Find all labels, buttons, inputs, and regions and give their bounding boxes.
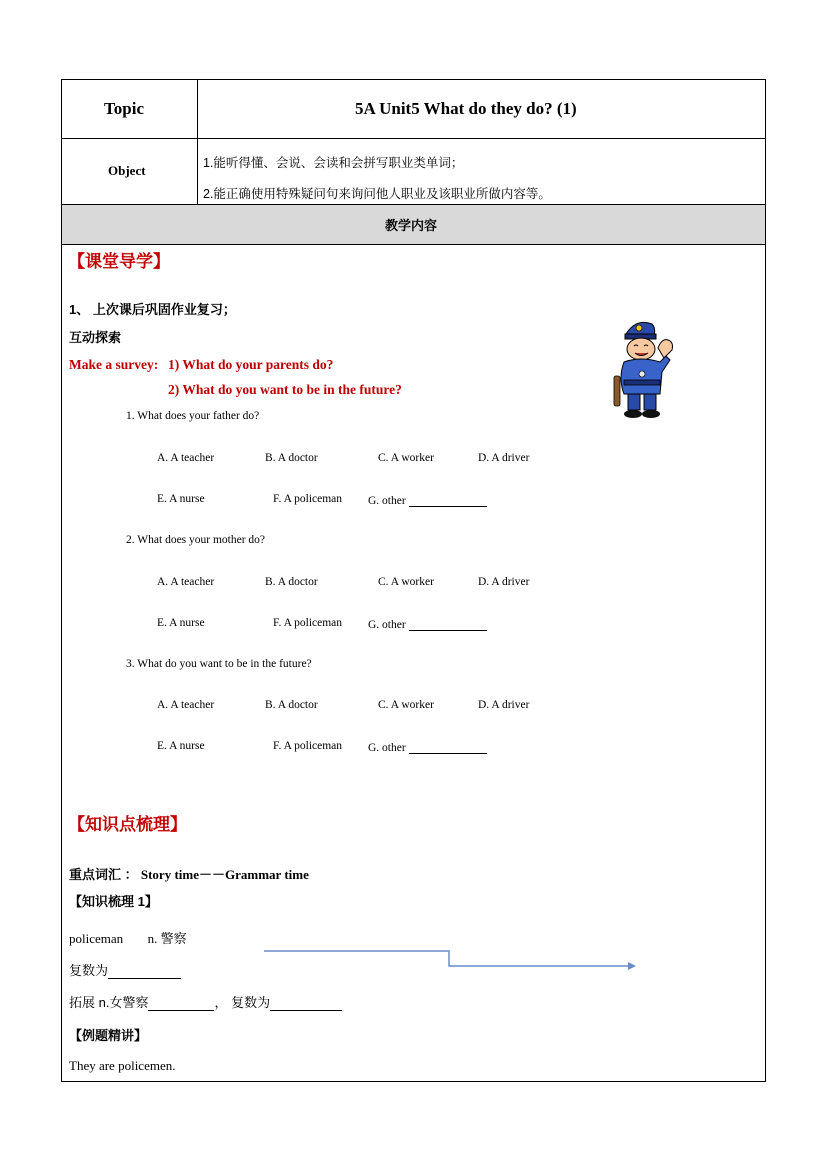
- expand-plural-blank[interactable]: [270, 995, 342, 1011]
- objective-1: 1.能听得懂、会说、会读和会拼写职业类单词；: [203, 156, 464, 170]
- option-c: C. A worker: [378, 452, 434, 464]
- option-b: B. A doctor: [265, 576, 318, 588]
- option-b: B. A doctor: [265, 699, 318, 711]
- vocab-word: policeman: [69, 931, 124, 946]
- knowledge-point-1: 【知识梳理 1】: [69, 894, 158, 909]
- object-label: Object: [108, 163, 146, 178]
- table-divider: [61, 138, 766, 139]
- survey-question-1: 1) What do your parents do?: [168, 357, 334, 372]
- answer-blank[interactable]: [409, 493, 487, 507]
- example-title: 【例题精讲】: [69, 1028, 148, 1043]
- option-e: E. A nurse: [157, 740, 205, 752]
- option-g: G. other: [368, 740, 487, 754]
- plural-blank[interactable]: [108, 963, 181, 979]
- vocab-word-line: [69, 928, 187, 947]
- topic-value: 5A Unit5 What do they do? (1): [355, 99, 577, 118]
- answer-blank[interactable]: [409, 617, 487, 631]
- survey-question-text: 3. What do you want to be in the future?: [126, 658, 312, 670]
- knowledge-title: 【知识点梳理】: [68, 815, 187, 834]
- plural-line: 复数为: [69, 960, 181, 979]
- option-a: A. A teacher: [157, 576, 215, 588]
- answer-blank[interactable]: [409, 740, 487, 754]
- explore-label: 互动探索: [69, 330, 122, 345]
- vocab-line: 重点词汇 ： Story time－－Grammar time: [69, 867, 309, 882]
- option-b: B. A doctor: [265, 452, 318, 464]
- policeman-waving-icon: [608, 316, 682, 420]
- survey-question-2: 2) What do you want to be in the future?: [168, 382, 402, 397]
- option-d: D. A driver: [478, 699, 530, 711]
- objective-2: 2.能正确使用特殊疑问句来询问他人职业及该职业所做内容等。: [203, 187, 551, 201]
- part-of-speech: n.: [147, 931, 158, 946]
- table-column-divider: [197, 79, 198, 204]
- option-a: A. A teacher: [157, 452, 215, 464]
- guide-title: 【课堂导学】: [68, 252, 170, 271]
- review-item: 1、 上次课后巩固作业复习；: [69, 302, 236, 317]
- option-g: G. other: [368, 617, 487, 631]
- survey-question-text: 2. What does your mother do?: [126, 534, 266, 546]
- content-band-label: 教学内容: [385, 218, 438, 233]
- topic-label: Topic: [104, 99, 145, 118]
- word-meaning: 警察: [160, 931, 187, 946]
- option-e: E. A nurse: [157, 493, 205, 505]
- option-a: A. A teacher: [157, 699, 215, 711]
- option-g: G. other: [368, 493, 487, 507]
- female-police-blank[interactable]: [148, 995, 214, 1011]
- example-sentence: They are policemen.: [69, 1058, 176, 1073]
- option-c: C. A worker: [378, 699, 434, 711]
- option-d: D. A driver: [478, 576, 530, 588]
- option-f: F. A policeman: [273, 493, 343, 505]
- option-f: F. A policeman: [273, 740, 343, 752]
- option-f: F. A policeman: [273, 617, 343, 629]
- option-c: C. A worker: [378, 576, 434, 588]
- option-e: E. A nurse: [157, 617, 205, 629]
- table-divider: [61, 244, 766, 245]
- expand-line: 拓展 n.女警察 ， 复数为: [69, 992, 342, 1011]
- option-d: D. A driver: [478, 452, 530, 464]
- survey-question-text: 1. What does your father do?: [126, 410, 260, 422]
- survey-prefix: Make a survey:: [69, 357, 159, 372]
- arrow-icon: [262, 947, 638, 973]
